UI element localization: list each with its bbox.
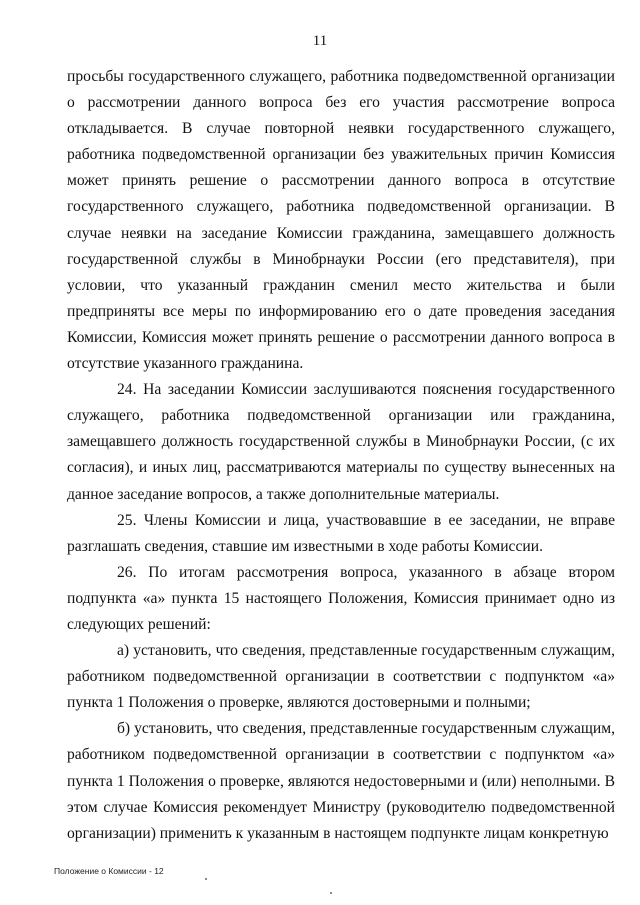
page-number: 11 (312, 33, 328, 49)
paragraph-24: 24. На заседании Комиссии заслушиваются пояснения государственного служащего, работника подведомственной организации или гражданина, замещавшего должность государственной службы в Минобрнауки России, (с их согласия), и иных лиц, рассматриваются материалы по существу вынесенных на данное заседание вопросов, а также дополнительные материалы. (67, 381, 615, 503)
page-footer: Положение о Комиссии - 12 (54, 866, 164, 876)
document-body (67, 64, 615, 847)
paragraph-26: 26. По итогам рассмотрения вопроса, указанного в абзаце втором подпункта «а» пункта 15 настоящего Положения, Комиссия принимает одно из следующих решений: (67, 563, 615, 633)
paragraph-continuation: просьбы государственного служащего, работника подведомственной организации о рассмотрении данного вопроса без его участия рассмотрение вопроса откладывается. В случае повторной неявки государственного служащего, работника подведомственной организации без уважительных причин Комиссия может принять решение о рассмотрении данного вопроса в отсутствие государственного служащего, работника подведомственной организации. В случае неявки на заседание Комиссии гражданина, замещавшего должность государственной службы в Минобрнауки России (его представителя), при условии, что указанный гражданин сменил место жительства и были предприняты все меры по информированию его о дате проведения заседания Комиссии, Комиссия может принять решение о рассмотрении данного вопроса в отсутствие указанного гражданина. (67, 68, 615, 373)
paragraph-25: 25. Члены Комиссии и лица, участвовавшие в ее заседании, не вправе разглашать сведения, ставшие им известными в ходе работы Комиссии. (67, 511, 615, 555)
scan-speck (330, 892, 332, 894)
scan-speck (205, 878, 207, 880)
subparagraph-a: а) установить, что сведения, представленные государственным служащим, работником подведомственной организации в соответствии с подпунктом «а» пункта 1 Положения о проверке, являются достоверными и полными; (67, 642, 615, 712)
subparagraph-b: б) установить, что сведения, представленные государственным служащим, работником подведомственной организации в соответствии с подпунктом «а» пункта 1 Положения о проверке, являются недостоверными и (или) неполными. В этом случае Комиссия рекомендует Министру (руководителю подведомственной организации) применить к указанным в настоящем подпункте лицам конкретную (67, 720, 615, 842)
